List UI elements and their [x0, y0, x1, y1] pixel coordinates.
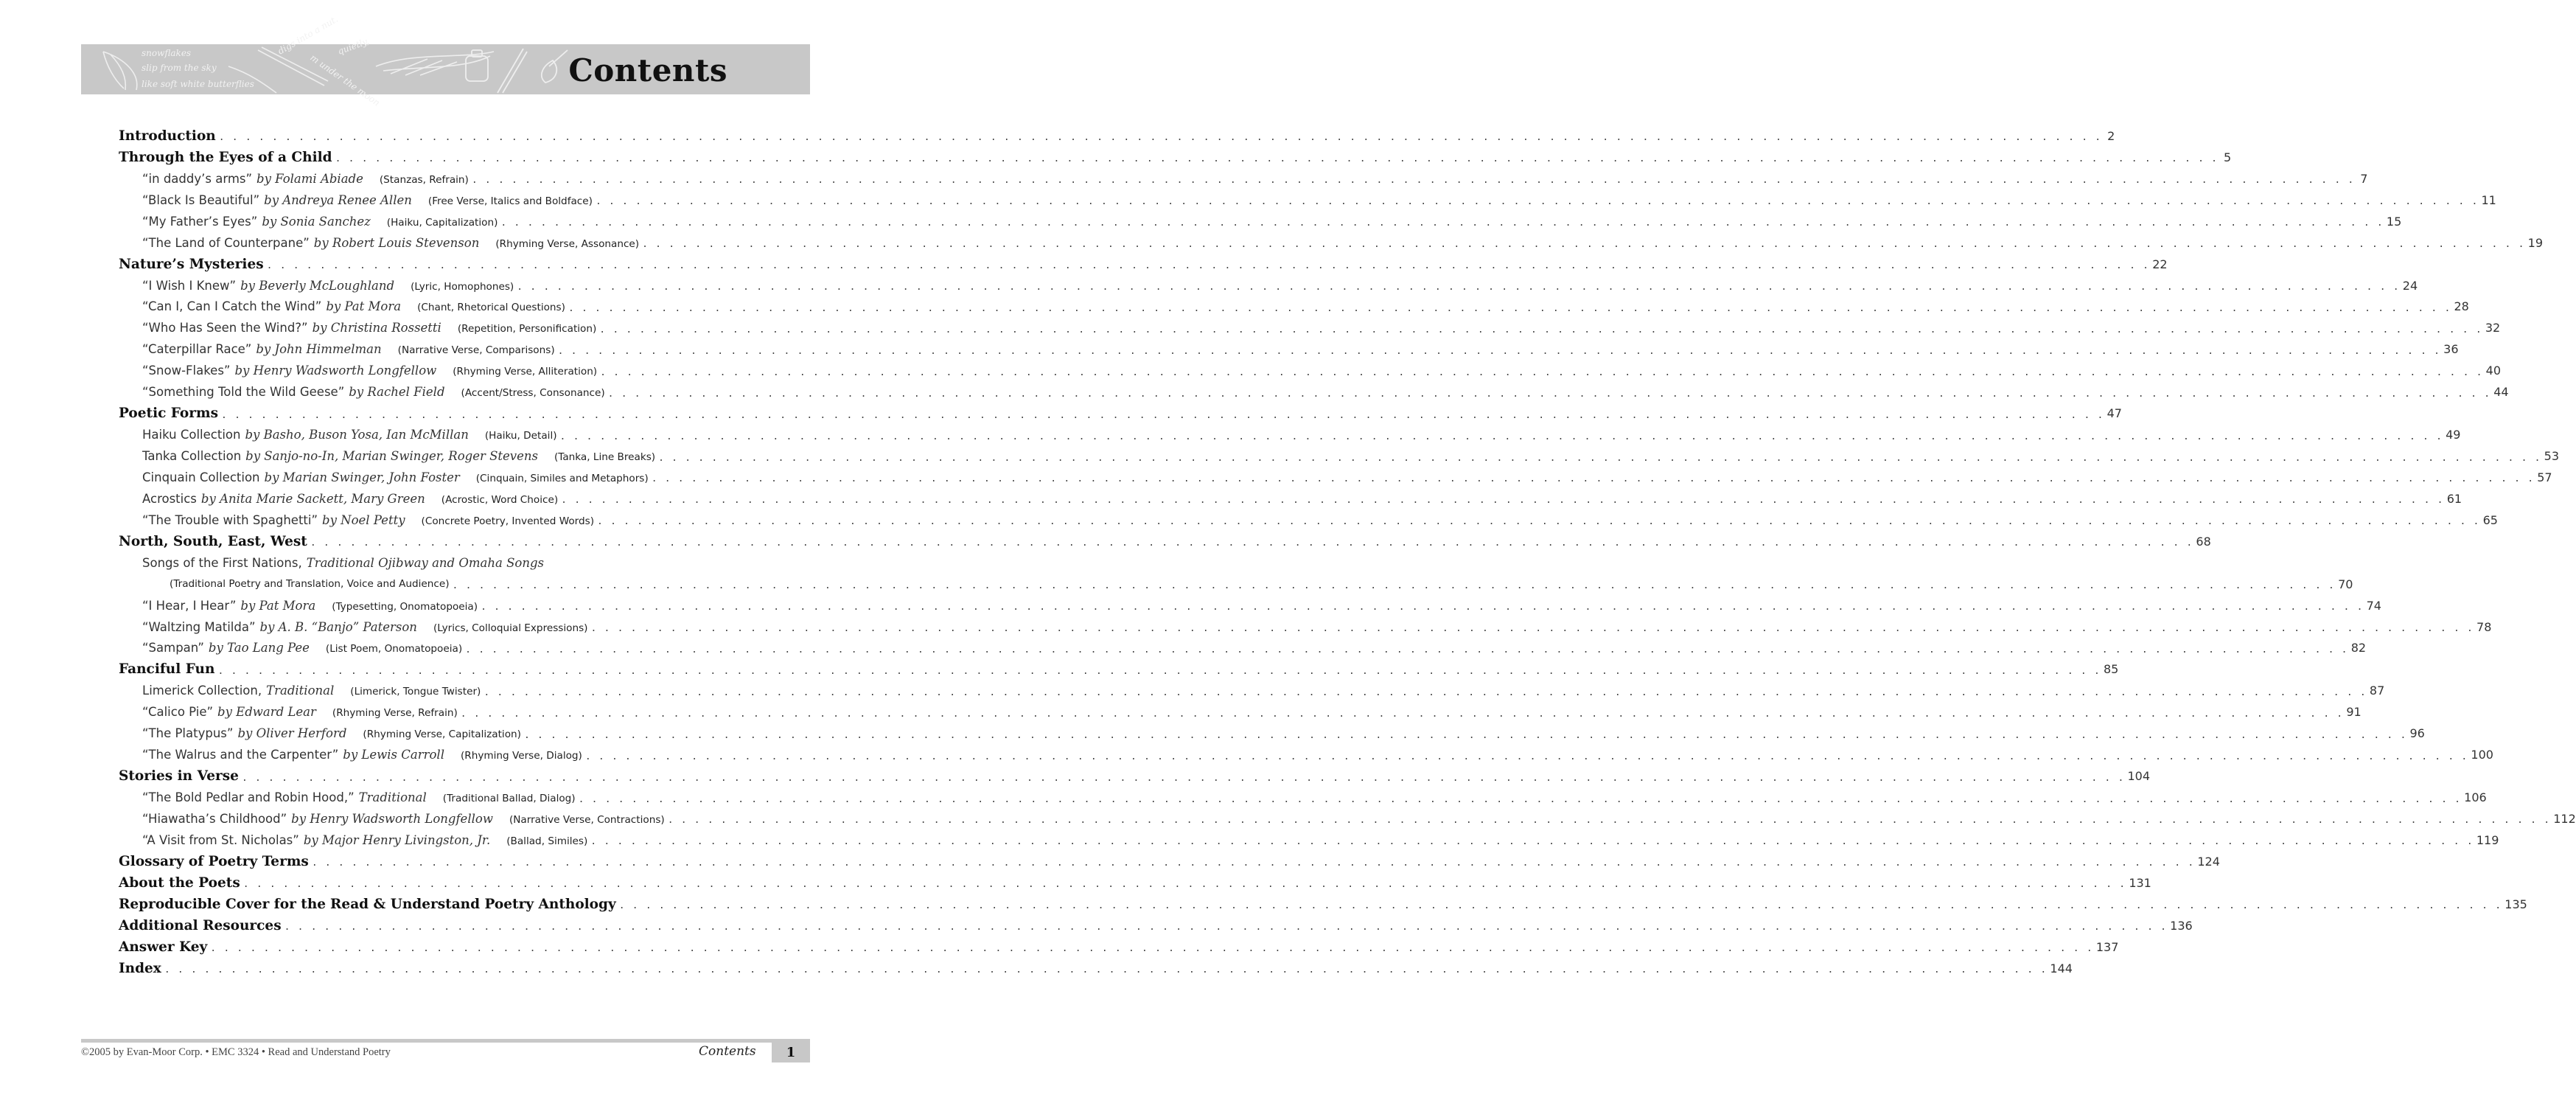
- poem-title: Acrostics: [142, 491, 197, 506]
- toc-entry-row: [119, 275, 2418, 296]
- toc-section-row: [119, 851, 2220, 872]
- poem-author: by Lewis Carroll: [343, 748, 444, 762]
- literary-elements: (Stanzas, Refrain): [379, 173, 469, 186]
- section-title: Stories in Verse: [119, 768, 239, 785]
- toc-entry-row: [119, 424, 2461, 445]
- toc-section-row: [119, 403, 2122, 424]
- page-number: 57: [2537, 470, 2552, 484]
- page-number: 70: [2338, 577, 2353, 591]
- poem-title: “in daddy’s arms”: [142, 171, 253, 186]
- poem-title: “Hiawatha’s Childhood”: [142, 811, 287, 826]
- dot-leader: [590, 619, 2474, 635]
- literary-elements: (Lyrics, Colloquial Expressions): [433, 622, 588, 634]
- literary-elements: (Cinquain, Similes and Metaphors): [475, 472, 649, 484]
- toc-entry-text: [119, 661, 214, 677]
- toc-entry-row: [119, 744, 2493, 765]
- section-title: Poetic Forms: [119, 406, 219, 422]
- poem-title: “Something Told the Wild Geese”: [142, 385, 345, 400]
- section-title: Nature’s Mysteries: [119, 256, 264, 272]
- footer-section-label: Contents: [699, 1044, 756, 1059]
- page-number: 131: [2129, 875, 2151, 890]
- toc-entry-row: [119, 317, 2501, 338]
- toc-entry-text: [142, 299, 565, 313]
- poem-author: by Pat Mora: [240, 598, 316, 613]
- page-title: Contents: [568, 52, 727, 88]
- poem-author: by A. B. “Banjo” Paterson: [259, 619, 417, 634]
- toc-entry-text: [142, 470, 649, 484]
- poem-title: “Who Has Seen the Wind?”: [142, 321, 308, 335]
- dot-leader: [599, 320, 2482, 336]
- dot-leader: [285, 917, 2168, 933]
- toc-section-row: [119, 894, 2527, 915]
- toc-entry-row: [119, 168, 2368, 189]
- toc-entry-row: [119, 338, 2459, 360]
- toc-entry-row: [119, 552, 747, 574]
- literary-elements: (Traditional Ballad, Dialog): [442, 793, 576, 805]
- literary-elements: (Narrative Verse, Comparisons): [397, 344, 555, 357]
- page-number: 32: [2485, 321, 2501, 335]
- toc-entry-text: [142, 812, 665, 826]
- dot-leader: [500, 213, 2384, 229]
- page-number: 44: [2493, 385, 2509, 400]
- literary-elements: (List Poem, Onomatopoeia): [325, 643, 463, 655]
- section-title: Answer Key: [119, 939, 208, 955]
- literary-elements: (Free Verse, Italics and Boldface): [427, 195, 593, 207]
- page-number: 87: [2369, 684, 2385, 698]
- toc-entry-text: [142, 513, 594, 527]
- toc-section-row: [119, 915, 2193, 936]
- toc-entry-text: [119, 939, 207, 955]
- dot-leader: [242, 768, 2125, 785]
- dot-leader: [568, 299, 2451, 315]
- toc-entry-text: [142, 705, 458, 719]
- pen-nib-icon: [498, 49, 568, 93]
- poem-author: by Basho, Buson Yosa, Ian McMillan: [245, 428, 469, 442]
- page-number: 119: [2476, 832, 2499, 847]
- toc-entry-text: [119, 875, 240, 891]
- poem-title: “Snow-Flakes”: [142, 364, 231, 378]
- page-number: 2: [2107, 128, 2115, 143]
- page-number: 106: [2464, 790, 2487, 805]
- poem-author: by Tao Lang Pee: [208, 641, 310, 655]
- literary-elements: (Haiku, Capitalization): [386, 216, 498, 229]
- dot-leader: [560, 427, 2443, 443]
- footer-copyright: ©2005 by Evan-Moor Corp. • EMC 3324 • Read and Understand Poetry: [81, 1046, 391, 1058]
- toc-entry-text: [119, 961, 161, 976]
- literary-elements: (Tanka, Line Breaks): [554, 451, 656, 464]
- banner-text-line-5: m under the moon: [308, 52, 383, 108]
- toc-entry-text: [142, 172, 469, 186]
- poem-title: “Calico Pie”: [142, 705, 214, 720]
- dot-leader: [561, 490, 2444, 507]
- dot-leader: [461, 704, 2344, 720]
- dot-leader: [597, 512, 2480, 528]
- dot-leader: [310, 533, 2193, 549]
- toc-entry-row: [119, 574, 2353, 595]
- toc-entry-text: [142, 428, 557, 442]
- section-title: Reproducible Cover for the: [119, 896, 327, 912]
- table-of-contents: [119, 125, 2576, 979]
- section-title: Introduction: [119, 128, 216, 144]
- page-number: 40: [2485, 364, 2502, 378]
- dot-leader: [524, 726, 2407, 742]
- toc-entry-row: [119, 467, 2552, 488]
- section-title-italic: Read & Understand Poetry Anthology: [330, 896, 616, 912]
- dot-leader: [453, 576, 2336, 592]
- toc-entry-row: [119, 232, 2543, 254]
- poem-title: Haiku Collection: [142, 428, 241, 442]
- toc-entry-text: [142, 726, 521, 740]
- banner-text-line-3: like soft white butterflies: [142, 79, 254, 89]
- page-number: 11: [2481, 192, 2496, 207]
- poem-title: “A Visit from St. Nicholas”: [142, 832, 299, 847]
- section-title: Additional Resources: [119, 917, 282, 933]
- page-number: 65: [2482, 512, 2498, 527]
- page-number: 82: [2350, 641, 2367, 655]
- literary-elements: (Chant, Rhetorical Questions): [417, 302, 565, 314]
- banner-text-line-6: digs into a nut.: [276, 13, 340, 57]
- banner-decoration: [81, 13, 597, 108]
- page-number: 49: [2446, 428, 2461, 442]
- literary-elements: (Repetition, Personification): [457, 323, 597, 335]
- poem-author: by Folami Abiade: [256, 171, 363, 186]
- dot-leader: [596, 192, 2479, 208]
- dot-leader: [579, 790, 2462, 806]
- dot-leader: [668, 810, 2551, 827]
- literary-elements: (Rhyming Verse, Refrain): [332, 707, 458, 720]
- poem-author: by Beverly McLoughland: [240, 278, 395, 293]
- toc-entry-row: [119, 211, 2402, 232]
- poem-title: “Can I, Can I Catch the Wind”: [142, 299, 322, 314]
- toc-entry-text: [119, 918, 282, 933]
- poem-author: by John Himmelman: [256, 342, 382, 357]
- poem-author: Traditional: [358, 790, 427, 805]
- literary-elements: (Rhyming Verse, Dialog): [460, 750, 582, 762]
- poem-author: by Sonia Sanchez: [262, 214, 371, 229]
- toc-entry-row: [119, 701, 2362, 723]
- poem-author: by Anita Marie Sackett, Mary Green: [200, 491, 425, 506]
- poem-author: by Oliver Herford: [237, 726, 347, 741]
- toc-section-row: [119, 254, 2168, 275]
- page-number: 28: [2454, 299, 2469, 314]
- toc-entry-text: [142, 279, 514, 293]
- toc-entry-text: [170, 578, 450, 590]
- dot-leader: [465, 640, 2348, 656]
- dot-leader: [484, 683, 2367, 699]
- page-number: 22: [2152, 257, 2168, 271]
- footer-page-number: 1: [772, 1042, 810, 1062]
- toc-entry-text: [142, 556, 544, 570]
- dot-leader: [585, 747, 2468, 763]
- literary-elements: (Ballad, Similes): [506, 835, 588, 847]
- toc-entry-text: [119, 257, 264, 272]
- toc-entry-text: [119, 854, 309, 869]
- poem-title: “My Father’s Eyes”: [142, 214, 258, 229]
- dot-leader: [517, 277, 2400, 293]
- toc-entry-row: [119, 787, 2487, 808]
- poem-author: by Major Henry Livingston, Jr.: [303, 832, 491, 847]
- section-title: Index: [119, 960, 161, 976]
- poem-title: “Sampan”: [142, 641, 204, 655]
- literary-elements: (Traditional Poetry and Translation, Voice and Audience): [170, 578, 450, 591]
- footer-rule: [81, 1039, 810, 1043]
- toc-section-row: [119, 531, 2211, 552]
- literary-elements: (Rhyming Verse, Assonance): [495, 237, 640, 250]
- toc-entry-text: [142, 748, 582, 762]
- literary-elements: (Rhyming Verse, Alliteration): [453, 366, 598, 378]
- page-number: 85: [2104, 662, 2119, 677]
- page-number: 96: [2409, 726, 2425, 741]
- poem-author: by Andreya Renee Allen: [264, 192, 412, 207]
- dot-leader: [481, 597, 2364, 613]
- page-number: 36: [2443, 342, 2459, 357]
- poem-author: Traditional Ojibway and Omaha Songs: [306, 555, 544, 570]
- toc-section-row: [119, 125, 2115, 147]
- page-number: 15: [2386, 214, 2402, 229]
- banner-text-line-4: quietly,: [336, 35, 371, 57]
- page-number: 124: [2197, 854, 2220, 869]
- dot-leader: [210, 939, 2093, 955]
- toc-entry-text: [119, 150, 332, 165]
- toc-entry-text: [142, 449, 655, 463]
- poem-author: by Noel Petty: [322, 512, 405, 527]
- page-number: 7: [2360, 171, 2368, 186]
- toc-entry-row: [119, 808, 2576, 830]
- page-number: 24: [2402, 278, 2418, 293]
- literary-elements: (Lyric, Homophones): [411, 280, 514, 293]
- poem-title: “The Platypus”: [142, 726, 234, 741]
- poem-title: “Caterpillar Race”: [142, 342, 252, 357]
- toc-entry-text: [119, 897, 616, 912]
- dot-leader: [472, 170, 2355, 187]
- dot-leader: [608, 384, 2491, 400]
- toc-entry-text: [142, 599, 478, 613]
- dot-leader: [652, 469, 2535, 485]
- toc-entry-text: [119, 406, 218, 421]
- section-title: Glossary of Poetry Terms: [119, 853, 309, 869]
- feather-quill-icon: [103, 52, 137, 90]
- toc-section-row: [119, 147, 2232, 168]
- dot-leader: [619, 896, 2502, 912]
- toc-section-row: [119, 958, 2073, 979]
- toc-entry-text: [142, 684, 481, 698]
- literary-elements: (Acrostic, Word Choice): [441, 493, 559, 506]
- page-number: 136: [2170, 918, 2193, 933]
- toc-entry-text: [142, 236, 639, 250]
- section-title: North, South, East, West: [119, 533, 307, 549]
- poem-title: Limerick Collection,: [142, 684, 262, 698]
- literary-elements: (Haiku, Detail): [484, 430, 557, 442]
- poem-author: by Christina Rossetti: [312, 321, 441, 335]
- toc-entry-row: [119, 381, 2509, 403]
- toc-entry-row: [119, 723, 2425, 744]
- page-number: 135: [2505, 897, 2527, 911]
- literary-elements: (Limerick, Tongue Twister): [350, 686, 481, 698]
- toc-entry-row: [119, 488, 2462, 509]
- page-number: 137: [2095, 939, 2119, 954]
- dot-leader: [590, 832, 2474, 848]
- banner-text-line-1: snowflakes: [142, 48, 192, 58]
- toc-entry-text: [119, 534, 307, 549]
- dot-leader: [217, 661, 2101, 678]
- poem-title: “I Wish I Knew”: [142, 278, 237, 293]
- section-title: Through the Eyes of a Child: [119, 149, 332, 165]
- poem-title: “The Bold Pedlar and Robin Hood,”: [142, 790, 355, 805]
- literary-elements: (Rhyming Verse, Capitalization): [363, 728, 521, 741]
- poem-title: “Waltzing Matilda”: [142, 619, 256, 634]
- toc-entry-text: [119, 768, 239, 784]
- dot-leader: [558, 341, 2441, 358]
- poem-title: Cinquain Collection: [142, 470, 260, 484]
- page-number: 78: [2476, 619, 2492, 634]
- page-number: 61: [2446, 491, 2462, 506]
- toc-entry-text: [142, 364, 597, 378]
- poem-author: by Rachel Field: [349, 385, 445, 400]
- toc-entry-text: [142, 385, 605, 399]
- toc-section-row: [119, 936, 2119, 958]
- page-number: 100: [2471, 748, 2493, 762]
- poem-author: by Edward Lear: [217, 705, 316, 720]
- page-number: 53: [2544, 449, 2560, 464]
- literary-elements: (Narrative Verse, Contractions): [509, 813, 665, 826]
- section-title: About the Poets: [119, 874, 240, 891]
- poem-title: “Black Is Beautiful”: [142, 192, 260, 207]
- page-number: 19: [2527, 235, 2543, 250]
- literary-elements: (Typesetting, Onomatopoeia): [332, 600, 478, 613]
- toc-entry-text: [119, 128, 216, 144]
- toc-entry-row: [119, 509, 2498, 531]
- dot-leader: [164, 960, 2048, 976]
- toc-entry-text: [142, 641, 462, 655]
- toc-entry-text: [142, 321, 596, 335]
- page-number: 47: [2106, 406, 2122, 421]
- toc-entry-row: [119, 360, 2502, 381]
- poem-title: “The Land of Counterpane”: [142, 235, 310, 250]
- toc-entry-row: [119, 595, 2381, 616]
- literary-elements: (Accent/Stress, Consonance): [461, 387, 605, 400]
- dot-leader: [219, 128, 2102, 144]
- toc-entry-text: [142, 193, 593, 207]
- dot-leader: [642, 234, 2525, 251]
- toc-section-row: [119, 658, 2119, 680]
- banner-text-line-2: slip from the sky: [142, 63, 217, 73]
- poem-author: by Sanjo-no-In, Marian Swinger, Roger Stevens: [245, 449, 538, 464]
- page-number: 91: [2346, 705, 2362, 720]
- dot-leader: [600, 363, 2483, 379]
- toc-entry-row: [119, 830, 2499, 851]
- toc-entry-row: [119, 638, 2367, 659]
- poem-author: by Marian Swinger, John Foster: [264, 470, 460, 484]
- poem-author: by Robert Louis Stevenson: [313, 235, 480, 250]
- toc-entry-text: [142, 790, 576, 804]
- toc-entry-row: [119, 189, 2496, 211]
- header-banner: [81, 13, 810, 108]
- section-title: Fanciful Fun: [119, 661, 215, 678]
- toc-section-row: [119, 765, 2151, 787]
- dot-leader: [335, 149, 2219, 165]
- toc-entry-text: [142, 492, 558, 506]
- poem-title: Tanka Collection: [142, 449, 242, 464]
- page-number: 74: [2366, 598, 2381, 613]
- page-number: 5: [2223, 150, 2232, 164]
- dot-leader: [312, 853, 2195, 869]
- dot-leader: [221, 406, 2104, 422]
- toc-entry-row: [119, 296, 2469, 318]
- poem-title: “The Walrus and the Carpenter”: [142, 748, 339, 762]
- poem-title: Songs of the First Nations,: [142, 555, 302, 570]
- toc-section-row: [119, 872, 2151, 894]
- dot-leader: [267, 256, 2150, 272]
- toc-entry-row: [119, 616, 2492, 638]
- page-number: 112: [2553, 811, 2576, 826]
- toc-entry-row: [119, 680, 2385, 701]
- literary-elements: (Concrete Poetry, Invented Words): [421, 515, 595, 527]
- toc-entry-row: [119, 445, 2560, 467]
- poem-author: by Henry Wadsworth Longfellow: [291, 811, 493, 826]
- toc-entry-text: [142, 342, 555, 356]
- page-number: 104: [2127, 769, 2151, 784]
- toc-entry-text: [142, 620, 587, 634]
- dot-leader: [658, 448, 2541, 465]
- poem-title: “The Trouble with Spaghetti”: [142, 512, 318, 527]
- poem-author: by Pat Mora: [326, 299, 402, 314]
- poem-author: by Henry Wadsworth Longfellow: [234, 364, 437, 378]
- dot-leader: [243, 874, 2126, 891]
- toc-entry-text: [142, 833, 587, 847]
- page-number: 144: [2050, 961, 2073, 975]
- toc-entry-text: [142, 215, 498, 229]
- page-number: 68: [2196, 534, 2211, 549]
- poem-title: “I Hear, I Hear”: [142, 598, 237, 613]
- poem-author: Traditional: [266, 684, 335, 698]
